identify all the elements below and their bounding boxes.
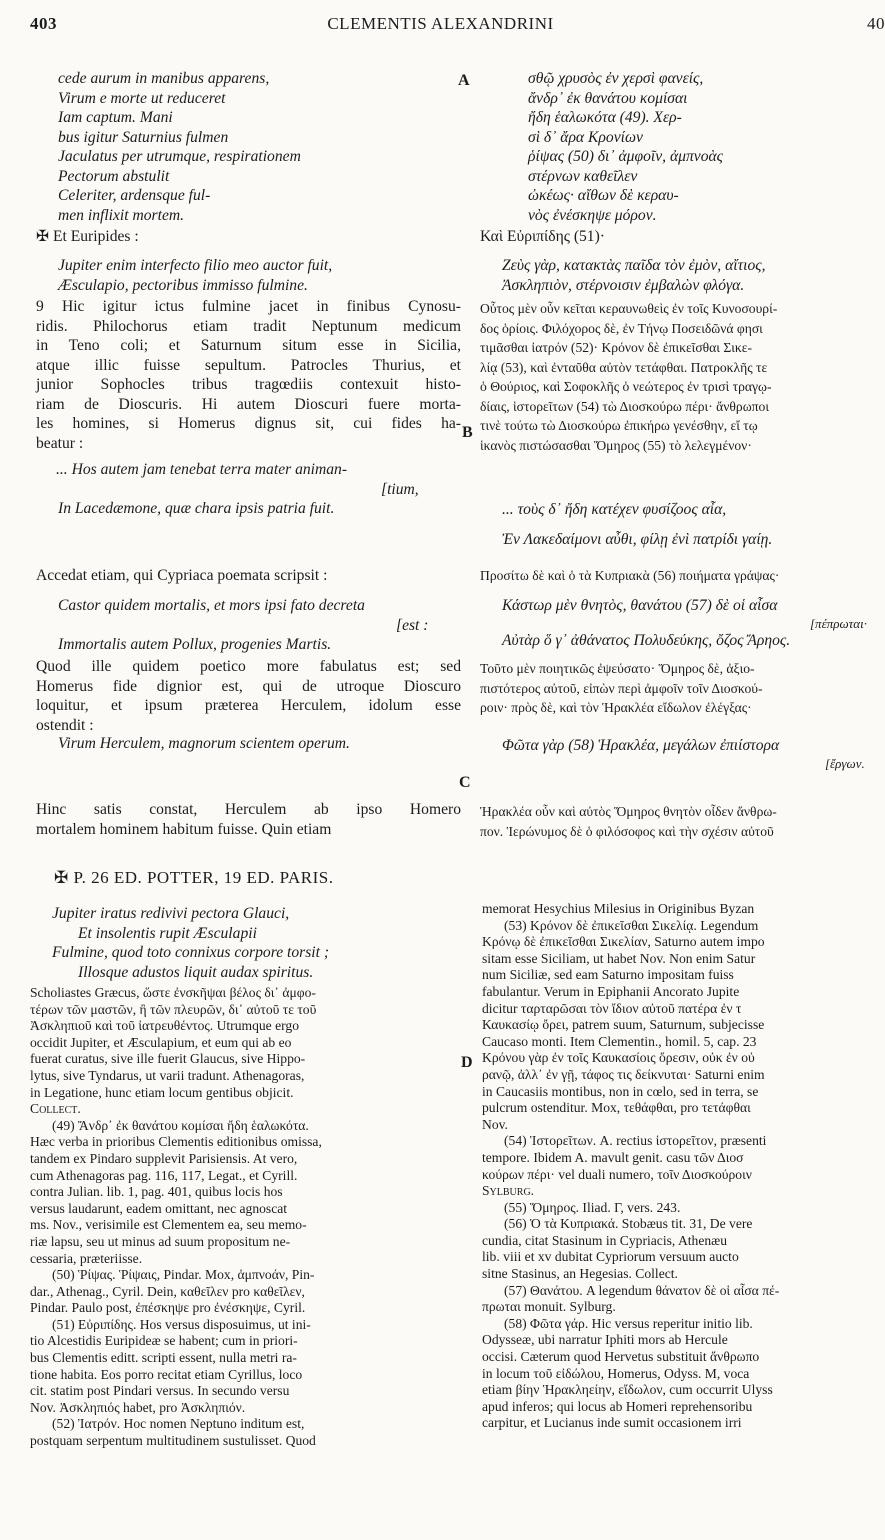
verse-line: [πέπρωται· bbox=[810, 615, 867, 631]
verse-line: bus igitur Saturnius fulmen bbox=[58, 128, 229, 146]
note-line: Nov. bbox=[482, 1116, 508, 1132]
note-line: tione habita. Eos porro recitat etiam Cyrillus, loco bbox=[30, 1366, 303, 1382]
latin-paragraph-homerus bbox=[36, 657, 461, 735]
note-line: riæ lapsu, seu ut minus ad suum propositum ne- bbox=[30, 1233, 291, 1249]
note-line: Κρόνῳ δὲ ἐπικεῖσθαι Σικελίαν, Saturno autem impo bbox=[482, 934, 765, 950]
verse-line: Virum e morte ut reduceret bbox=[58, 89, 226, 107]
note-line: tandem ex Pindaro supplevit Parisiensis. At vero, bbox=[30, 1150, 298, 1166]
verse-line: Æsculapio, pectoribus immisso fulmine. bbox=[58, 276, 308, 294]
margin-marker-b: B bbox=[462, 424, 473, 441]
text-line: Τοῦτο μὲν ποιητικῶς ἐψεύσατο· Ὅμηρος δὲ, ἀξιο- bbox=[480, 661, 755, 676]
latin-verse-pindar bbox=[36, 69, 461, 225]
verse-line: [ἔργων. bbox=[825, 755, 865, 771]
text-line: ἱκανὸς πιστώσασθαι Ὅμηρος (55) τὸ λελεγμένον· bbox=[480, 437, 752, 453]
verse-line: Jupiter enim interfecto filio meo auctor fuit, bbox=[58, 257, 333, 274]
latin-paragraph-9 bbox=[36, 297, 461, 453]
latin-verse-euripides bbox=[36, 256, 461, 295]
verse-line: Et insolentis rupit Æsculapii bbox=[78, 924, 257, 942]
latin-intro-euripides bbox=[36, 227, 461, 247]
note-line: sitam esse Siciliam, ut habet Nov. Non enim Satur bbox=[482, 950, 756, 966]
note-line: lib. viii et xv dubitat Cypriorum versuum aucto bbox=[482, 1249, 739, 1265]
verse-line: νὸς ἐνέσκηψε μόρον. bbox=[528, 206, 657, 224]
notes-right-column bbox=[482, 901, 881, 1432]
verse-line: Jaculatus per utrumque, respirationem bbox=[58, 148, 301, 165]
notes-verse-translation bbox=[30, 904, 475, 982]
note-line: apud inferos; qui locus ab Homeri reprehensoribu bbox=[482, 1398, 753, 1414]
note-line: contra Julian. lib. 1, pag. 401, quibus locis hos bbox=[30, 1184, 283, 1200]
verse-line: Αὐτὰρ ὅ γ᾽ ἀθάνατος Πολυδεύκης, ὄζος Ἄρηος. bbox=[502, 631, 791, 649]
verse-line: Pectorum abstulit bbox=[58, 167, 170, 185]
text-line: Οὗτος μὲν οὖν κεῖται κεραυνωθεὶς ἐν τοῖς Κυνοσουρί- bbox=[480, 301, 778, 316]
greek-paragraph-hinc bbox=[480, 802, 881, 841]
verse-line: Celeriter, ardensque ful- bbox=[58, 187, 211, 204]
greek-verse-pindar bbox=[480, 69, 881, 225]
note-line: in locum τοῦ εἰδώλου, Homerus, Odyss. M, voca bbox=[482, 1365, 750, 1381]
verse-line: ἤδη ἑαλωκότα (49). Χερ- bbox=[528, 109, 682, 126]
text-line: τινὲ τούτω τὼ Διοσκούρω ἐπικήρω γενέσθην, εἴ τῳ bbox=[480, 418, 758, 433]
text-line: mortalem hominem habitum fuisse. Quin etiam bbox=[36, 820, 332, 838]
note-line: cessaria, præteriisse. bbox=[30, 1250, 143, 1266]
verse-line: Immortalis autem Pollux, progenies Martis. bbox=[58, 636, 332, 653]
running-title: CLEMENTIS ALEXANDRINI bbox=[327, 14, 554, 33]
note-line: lytus, sive Tyndarus, ut varii tradunt. Athenagoras, bbox=[30, 1067, 305, 1083]
note-line: versus laudarunt, eadem omittant, nec agnoscat bbox=[30, 1200, 288, 1216]
note-line: num Siciliæ, sed eam Saturno impositam fuiss bbox=[482, 967, 734, 983]
greek-verse-homer bbox=[480, 500, 881, 549]
note-line: Καυκασίῳ ὄρει, patrem suum, Saturnum, subjecisse bbox=[482, 1017, 765, 1033]
verse-line: [est : bbox=[396, 616, 429, 634]
verse-line: Virum Herculem, magnorum scientem operum. bbox=[58, 735, 350, 752]
text-line: Hinc satis constat, Herculem ab ipso Homero bbox=[36, 801, 461, 818]
text-line: Homerus fide dignior est, qui de utroque Dioscuro bbox=[36, 677, 461, 695]
verse-line: cede aurum in manibus apparens, bbox=[58, 70, 270, 87]
verse-line: σὶ δ᾽ ἄρα Κρονίων bbox=[528, 128, 643, 146]
note-line: tempore. Ibidem A. mavult genit. casu τῶν Διοσ bbox=[482, 1149, 744, 1165]
note-line: (52) Ἰατρόν. Hoc nomen Neptuno inditum est, bbox=[52, 1416, 305, 1432]
text-line: Καὶ Εὐριπίδης (51)· bbox=[480, 228, 605, 245]
text-line: Προσίτω δὲ καὶ ὁ τὰ Κυπριακὰ (56) ποιήματα γράψας· bbox=[480, 568, 780, 583]
verse-line: Ἀσκληπιὸν, στέρνοισιν ἐμβαλὼν φλόγα. bbox=[502, 276, 745, 294]
verse-line: Φῶτα γὰρ (58) Ἡρακλέα, μεγάλων ἐπιίστορα bbox=[502, 737, 780, 754]
note-line: Ἀσκληπιοῦ καὶ τοῦ ἰατρευθέντος. Utrumque ergo bbox=[30, 1018, 300, 1034]
note-line: (49) Ἄνδρ᾽ ἐκ θανάτου κομίσαι ἤδη ἑαλωκότα. bbox=[52, 1117, 309, 1133]
verse-line: Fulmine, quod toto connixus corpore torsit ; bbox=[52, 944, 330, 961]
note-line: Κρόνου γὰρ ἐν τοῖς Καυκασίοις ὄρεσιν, οὐκ ἐν οὐ bbox=[482, 1050, 755, 1066]
note-line: (51) Εὐριπίδης. Hos versus disposuimus, ut ini- bbox=[52, 1316, 311, 1332]
text-line: τιμᾶσθαι ἰατρόν (52)· Κρόνον δὲ ἐπικεῖσθαι Σικε- bbox=[480, 340, 753, 355]
note-line: (50) Ῥίψας. Ῥίψαις, Pindar. Mox, ἀμπνοάν, Pin- bbox=[52, 1267, 315, 1283]
verse-line: Ἐν Λακεδαίμονι αὖθι, φίλῃ ἐνὶ πατρίδι γαίῃ. bbox=[502, 530, 773, 548]
note-line: πρωται monuit. Sylburg. bbox=[482, 1299, 616, 1315]
page-number-right: 40 bbox=[867, 14, 885, 33]
verse-line: Iam captum. Mani bbox=[58, 109, 173, 126]
text-line: beatur : bbox=[36, 434, 84, 452]
text-line: δος ὁρίοις. Φιλόχορος δὲ, ἐν Τήνῳ Ποσειδῶνά φησι bbox=[480, 320, 763, 336]
note-line: ms. Nov., verisimile est Clementem ea, seu memo- bbox=[30, 1217, 307, 1233]
verse-line: ... τοὺς δ᾽ ἤδη κατέχεν φυσίζοος αἶα, bbox=[502, 501, 727, 518]
text-line: ridis. Philochorus etiam tradit Neptunum medicum bbox=[36, 317, 461, 335]
note-line: cit. statim post Pindari versus. In secundo versu bbox=[30, 1383, 290, 1399]
text-line: les homines, si Homerus dignus sit, cui fides ha- bbox=[36, 415, 461, 432]
note-line: (53) Κρόνον δὲ ἐπικεῖσθαι Σικελίᾳ. Legendum bbox=[504, 917, 759, 933]
verse-line: Illosque adustos liquit audax spiritus. bbox=[78, 963, 314, 981]
page-number-left: 403 bbox=[30, 14, 57, 33]
verse-line: men inflixit mortem. bbox=[58, 206, 185, 224]
note-line: Hæc verba in prioribus Clementis editionibus omissa, bbox=[30, 1134, 322, 1150]
margin-marker-c: C bbox=[459, 774, 471, 791]
greek-intro-euripides bbox=[480, 227, 881, 247]
text-line: junior Sophocles tribus tragœdiis contexuit histo- bbox=[36, 376, 461, 393]
greek-verse-cypriaca bbox=[480, 596, 881, 650]
note-line: Caucaso monti. Item Clementin., homil. 5, cap. 23 bbox=[482, 1033, 757, 1049]
note-line: cundia, citat Stasinum in Cypriacis, Athenæu bbox=[482, 1232, 728, 1248]
text-line: ✠ Et Euripides : bbox=[36, 228, 139, 245]
text-line: Ἡρακλέα οὖν καὶ αὐτὸς Ὅμηρος θνητὸν οἶδεν ἄνθρω- bbox=[480, 804, 777, 819]
note-line: Nov. Ἀσκληπιός habet, pro Ἀσκληπιόν. bbox=[30, 1399, 246, 1415]
text-line: Quod ille quidem poetico more fabulatus est; sed bbox=[36, 658, 461, 675]
note-line: postquam serpentum multitudinem sustulisset. Quod bbox=[30, 1433, 316, 1449]
note-line: pulcrum ostenditur. Mox, τεθάφθαι, pro τετάφθαι bbox=[482, 1100, 751, 1116]
text-line: ostendit : bbox=[36, 716, 94, 734]
note-line: Scholiastes Græcus, ὥστε ἐνσκῆψαι βέλος δι᾽ ἀμφο- bbox=[30, 985, 316, 1000]
text-line: loquitur, et ipsum præterea Herculem, idolum esse bbox=[36, 697, 461, 714]
text-line: riam de Dioscuris. Hi autem Dioscuri fuere morta- bbox=[36, 395, 461, 413]
text-line: πιστότερος αὐτοῦ, εἰπὼν περὶ ἀμφοῖν τοῖν Διοσκού- bbox=[480, 680, 763, 696]
text-line: δίαις, ἱστορεῖτων (54) τὼ Διοσκούρω πέρι· ἄνθρωποι bbox=[480, 398, 769, 414]
verse-line: Castor quidem mortalis, et mors ipsi fato decreta bbox=[58, 597, 365, 614]
note-line: Odysseæ, ubi narratur Iphiti mors ab Hercule bbox=[482, 1332, 728, 1348]
text-line: πον. Ἱερώνυμος δὲ ὁ φιλόσοφος καὶ τὴν σχέσιν αὐτοῦ bbox=[480, 823, 774, 839]
latin-cypriaca-intro bbox=[36, 566, 461, 586]
verse-line: ... Hos autem jam tenebat terra mater animan- bbox=[56, 461, 348, 478]
note-line: ρανῷ, ἀλλ᾽ ἐν γῇ, τάφος τις δείκνυται· Saturni enim bbox=[482, 1066, 765, 1082]
verse-line: σθῷ χρυσὸς ἐν χερσὶ φανείς, bbox=[528, 70, 704, 87]
text-line: 9 Hic igitur ictus fulmine jacet in finibus Cynosu- bbox=[36, 298, 461, 315]
note-line: Pindar. Paulo post, ἐπέσκηψε pro ἐνέσκηψε, Cyril. bbox=[30, 1300, 306, 1316]
note-line: Sylburg. bbox=[482, 1183, 535, 1199]
verse-line: ὠκέως· αἴθων δὲ κεραυ- bbox=[528, 187, 679, 204]
note-line: cum Athenagoras pag. 116, 117, Legat., et Cyrill. bbox=[30, 1167, 298, 1183]
note-line: (56) Ὁ τὰ Κυπριακά. Stobæus tit. 31, De vere bbox=[504, 1216, 753, 1232]
verse-line: Ζεὺς γὰρ, κατακτὰς παῖδα τὸν ἐμὸν, αἴτιος, bbox=[502, 257, 766, 274]
note-line: bus Clementis editt. scripti essent, nulla metri ra- bbox=[30, 1350, 297, 1366]
note-line: dicitur ταρταρῶσαι τὸν ἴδιον αὐτοῦ πατέρα ἐν τ bbox=[482, 1000, 742, 1016]
greek-paragraph-9 bbox=[480, 299, 881, 455]
note-line: carpitur, et Lucianus inde sumit occasionem irri bbox=[482, 1415, 742, 1431]
latin-verse-homer bbox=[36, 460, 461, 519]
note-line: (57) Θανάτου. A legendum θάνατον δὲ οἱ αἶσα πέ- bbox=[504, 1282, 780, 1298]
verse-line: In Lacedæmone, quæ chara ipsis patria fuit. bbox=[58, 500, 335, 517]
text-line: ὁ Θούριος, καὶ Σοφοκλῆς ὁ νεώτερος ἐν τρισὶ τραγῳ- bbox=[480, 379, 772, 394]
note-line: in Caucasiis montibus, non in cœlo, sed in terra, se bbox=[482, 1083, 759, 1099]
text-line: Accedat etiam, qui Cypriaca poemata scripsit : bbox=[36, 567, 328, 584]
note-line: κούρων πέρι· vel duali numero, τοῖν Διοσκούροιν bbox=[482, 1166, 752, 1182]
verse-line: Jupiter iratus redivivi pectora Glauci, bbox=[52, 905, 290, 922]
verse-line: [tium, bbox=[381, 480, 419, 498]
verse-line: ἄνδρ᾽ ἐκ θανάτου κομίσαι bbox=[528, 89, 688, 107]
greek-verse-euripides bbox=[480, 256, 881, 295]
verse-line: ῥίψας (50) δι᾽ ἀμφοῖν, ἀμπνοὰς bbox=[528, 148, 724, 165]
greek-verse-hercules bbox=[480, 736, 881, 771]
text-line: ροιν· πρὸς δὲ, καὶ τὸν Ἡρακλέα εἴδωλον ἐλέγξας· bbox=[480, 700, 752, 715]
verse-line: στέρνων καθεῖλεν bbox=[528, 167, 638, 185]
greek-cypriaca-intro bbox=[480, 568, 881, 585]
margin-marker-a: A bbox=[458, 72, 470, 89]
greek-paragraph-homerus bbox=[480, 659, 881, 718]
note-line: fuerat curatus, sive ille fuerit Glaucus, sive Hippo- bbox=[30, 1051, 306, 1067]
note-line: (54) Ἱστορεῖτων. A. rectius ἱστορεῖτον, præsenti bbox=[504, 1133, 767, 1149]
note-line: occidit Jupiter, et Æsculapium, et eum qui ab eo bbox=[30, 1034, 292, 1050]
section-heading: ✠ P. 26 ED. POTTER, 19 ED. PARIS. bbox=[54, 868, 334, 887]
latin-paragraph-hinc bbox=[36, 800, 461, 839]
note-line: sitne Stasinus, an Hegesias. Collect. bbox=[482, 1266, 678, 1282]
margin-marker-d: D bbox=[461, 1054, 473, 1071]
note-line: tio Alcestidis Euripideæ se habent; cum in priori- bbox=[30, 1333, 298, 1349]
latin-verse-hercules bbox=[36, 734, 461, 754]
note-line: (55) Ὅμηρος. Iliad. Γ, vers. 243. bbox=[504, 1199, 681, 1215]
latin-verse-cypriaca bbox=[36, 596, 461, 655]
running-header bbox=[0, 14, 885, 42]
note-line: in Legatione, hunc etiam locum gentibus objicit. bbox=[30, 1084, 294, 1100]
text-line: in Teno coli; et Saturnum situm esse in Sicilia, bbox=[36, 337, 461, 354]
verse-line: Κάστωρ μὲν θνητὸς, θανάτου (57) δὲ οἱ αἶσα bbox=[502, 597, 778, 614]
note-line: τέρων τῶν μαστῶν, ἢ τῶν πλευρῶν, δι᾽ αὐτοῦ τε τοῦ bbox=[30, 1001, 317, 1017]
note-line: fabulantur. Verum in Epiphanii Ancorato Jupite bbox=[482, 983, 740, 999]
note-line: occisi. Cæterum quod Hervetus substituit ἄνθρωπο bbox=[482, 1349, 760, 1365]
note-line: dar., Athenag., Cyril. Dein, καθεῖλεν pro καθεῖλεν, bbox=[30, 1283, 305, 1299]
notes-left-column bbox=[30, 985, 475, 1450]
text-line: λίᾳ (53), καὶ ἐνταῦθα αὐτὸν τετάφθαι. Πατροκλῆς τε bbox=[480, 359, 768, 375]
note-line: memorat Hesychius Milesius in Originibus Byzan bbox=[482, 901, 755, 916]
note-line: etiam βίην Ἡρακληείην, εἴδωλον, cum occurrit Ulyss bbox=[482, 1382, 773, 1398]
note-line: (58) Φῶτα γάρ. Hic versus reperitur initio lib. bbox=[504, 1315, 753, 1331]
note-line: Collect. bbox=[30, 1101, 81, 1117]
text-line: atque illic fuisse sepultum. Patrocles Thurius, et bbox=[36, 356, 461, 374]
